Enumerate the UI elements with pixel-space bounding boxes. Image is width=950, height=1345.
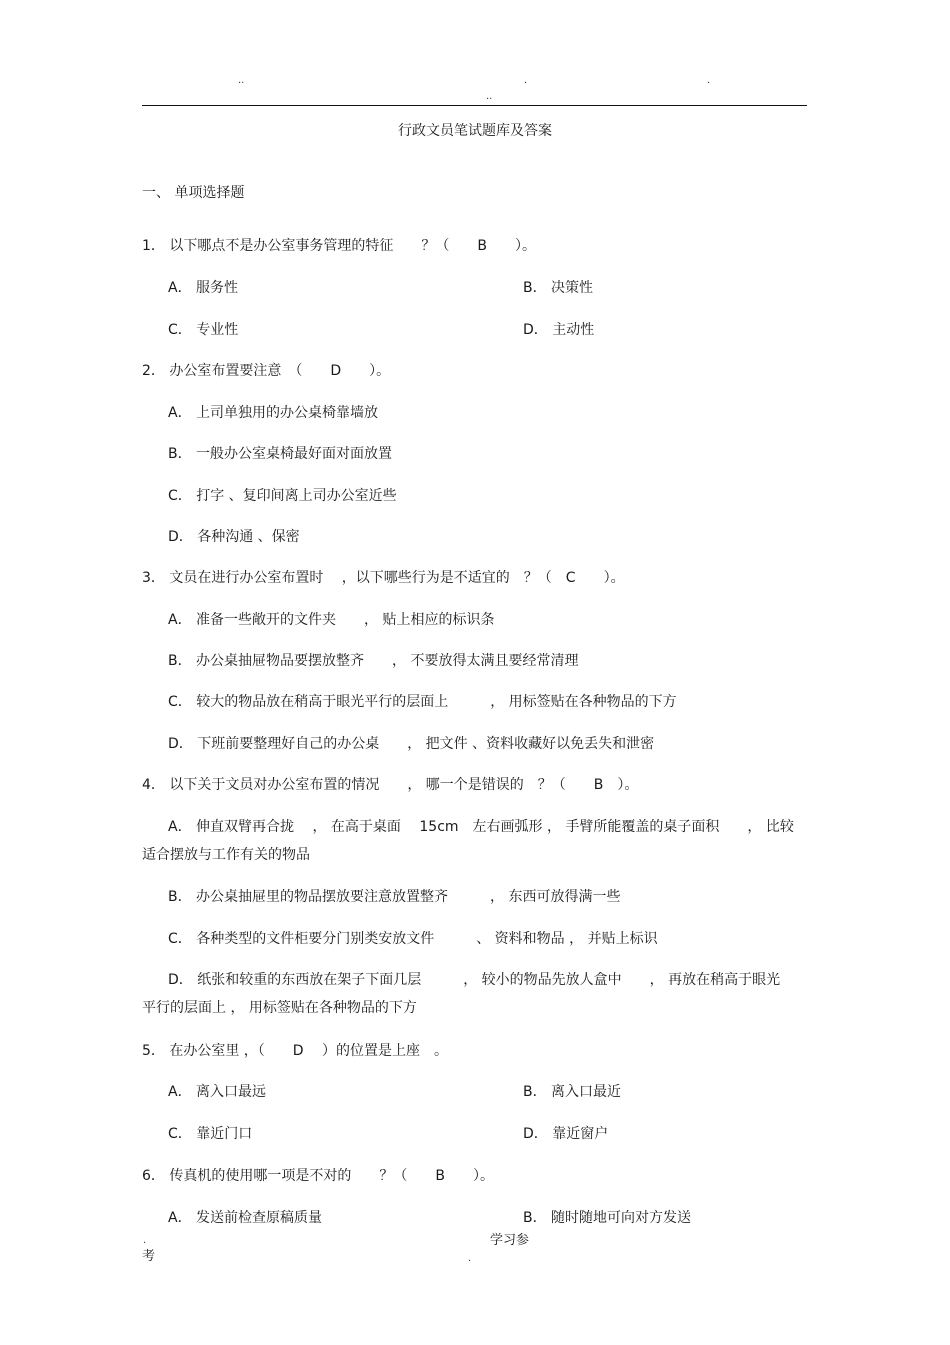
question-1-option-d: D． 主动性 — [523, 322, 595, 338]
question-1-option-a: A． 服务性 — [168, 280, 239, 296]
question-6-stem: 6． 传真机的使用哪一项是不对的 ？（ B ）。 — [142, 1168, 494, 1184]
question-3-option-b: B． 办公桌抽屉物品要摆放整齐 ， 不要放得太满且要经常清理 — [168, 653, 579, 669]
footer-left-text: 考 — [142, 1249, 156, 1264]
question-4-option-d-line1: D． 纸张和较重的东西放在架子下面几层 ， 较小的物品先放人盒中 ， 再放在稍高于眼光 — [168, 972, 781, 988]
document-title: 行政文员笔试题库及答案 — [398, 123, 552, 139]
question-2-option-d: D． 各种沟通 、保密 — [168, 529, 300, 545]
footer-center-text: 学习参 — [490, 1233, 530, 1248]
question-3-option-a: A． 准备一些敞开的文件夹 ， 贴上相应的标识条 — [168, 612, 495, 628]
question-2-option-a: A． 上司单独用的办公桌椅靠墙放 — [168, 405, 379, 421]
question-4-option-b: B． 办公桌抽屉里的物品摆放要注意放置整齐 ， 东西可放得满一些 — [168, 889, 621, 905]
question-4-option-c: C． 各种类型的文件柜要分门别类安放文件 、 资料和物品 ， 并贴上标识 — [168, 931, 658, 947]
question-3-stem: 3． 文员在进行办公室布置时 ，以下哪些行为是不适宜的 ？（ C ）。 — [142, 570, 625, 586]
question-1-stem: 1． 以下哪点不是办公室事务管理的特征 ？（ B ）。 — [142, 238, 536, 254]
question-4-option-a-line2: 适合摆放与工作有关的物品 — [142, 847, 310, 863]
question-4-option-a-line1: A． 伸直双臂再合拢 ， 在高于桌面 15cm 左右画弧形 ， 手臂所能覆盖的桌子面积 ， 比较 — [168, 819, 794, 835]
question-5-stem: 5． 在办公室里 ，（ D ）的位置是上座 。 — [142, 1043, 449, 1059]
section-heading: 一、 单项选择题 — [142, 185, 245, 201]
question-5-option-b: B． 离入口最近 — [523, 1084, 622, 1100]
question-1-option-b: B． 决策性 — [523, 280, 594, 296]
header-dots-mid: . — [524, 75, 528, 86]
question-5-option-d: D． 靠近窗户 — [523, 1126, 609, 1142]
question-4-option-d-line2: 平行的层面上 ， 用标签贴在各种物品的下方 — [142, 1000, 417, 1016]
header-dots-left: .. — [238, 75, 245, 86]
question-4-stem: 4． 以下关于文员对办公室布置的情况 ， 哪一个是错误的 ？（ B ）。 — [142, 777, 639, 793]
question-2-option-b: B． 一般办公室桌椅最好面对面放置 — [168, 446, 393, 462]
question-3-option-d: D． 下班前要整理好自己的办公桌 ， 把文件 、资料收藏好以免丢失和泄密 — [168, 736, 655, 752]
question-6-option-a: A． 发送前检查原稿质量 — [168, 1210, 323, 1226]
header-rule — [142, 105, 807, 106]
footer-left-dot: . — [143, 1235, 147, 1246]
question-6-option-b: B． 随时随地可向对方发送 — [523, 1210, 692, 1226]
footer-center-dot: . — [468, 1253, 472, 1264]
question-2-option-c: C． 打字 、复印间离上司办公室近些 — [168, 488, 397, 504]
question-2-stem: 2． 办公室布置要注意 （ D ）。 — [142, 363, 391, 379]
header-dots-right: . — [707, 75, 711, 86]
question-1-option-c: C． 专业性 — [168, 322, 239, 338]
header-dots-center: .. — [486, 91, 493, 102]
question-5-option-c: C． 靠近门口 — [168, 1126, 253, 1142]
question-5-option-a: A． 离入口最远 — [168, 1084, 267, 1100]
question-3-option-c: C． 较大的物品放在稍高于眼光平行的层面上 ， 用标签贴在各种物品的下方 — [168, 694, 677, 710]
